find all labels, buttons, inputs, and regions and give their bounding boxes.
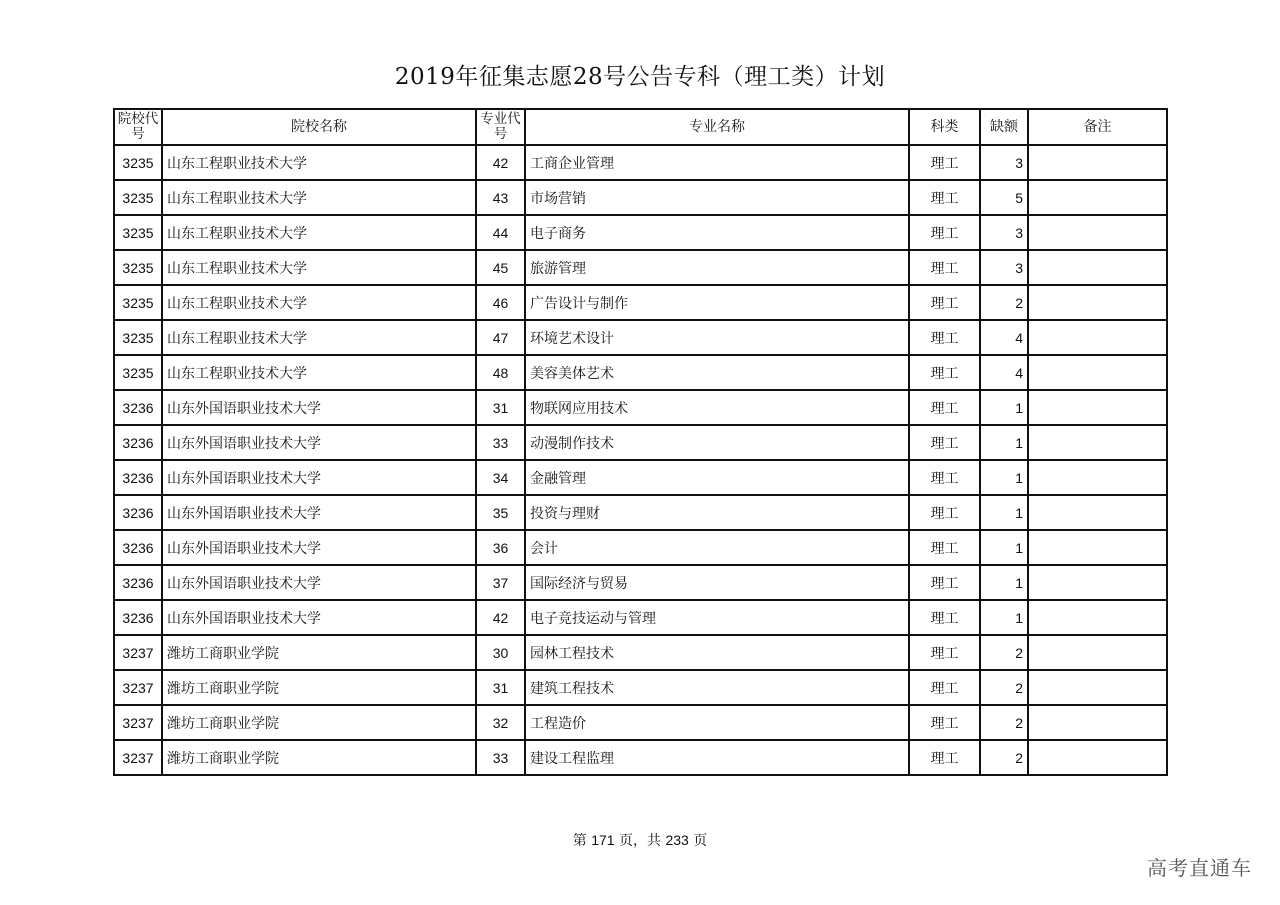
cell-major-code: 48 <box>476 355 525 390</box>
cell-category: 理工 <box>909 635 980 670</box>
footer-page-number: 171 <box>591 832 615 848</box>
table-row <box>114 355 1167 390</box>
page-footer <box>0 830 1280 850</box>
cell-school-name: 山东外国语职业技术大学 <box>162 565 476 600</box>
cell-major-name: 旅游管理 <box>525 250 909 285</box>
cell-major-code: 45 <box>476 250 525 285</box>
cell-note <box>1028 530 1167 565</box>
header-school-code: 院校代号 <box>114 109 162 145</box>
cell-major-code: 32 <box>476 705 525 740</box>
table-row <box>114 495 1167 530</box>
cell-category: 理工 <box>909 425 980 460</box>
cell-major-name: 电子商务 <box>525 215 909 250</box>
cell-major-code: 30 <box>476 635 525 670</box>
cell-note <box>1028 740 1167 775</box>
cell-school-code: 3235 <box>114 250 162 285</box>
table-row <box>114 635 1167 670</box>
cell-quota: 4 <box>980 320 1028 355</box>
table-row <box>114 460 1167 495</box>
cell-category: 理工 <box>909 180 980 215</box>
cell-major-name: 工商企业管理 <box>525 145 909 180</box>
cell-category: 理工 <box>909 285 980 320</box>
cell-category: 理工 <box>909 565 980 600</box>
cell-school-code: 3236 <box>114 425 162 460</box>
cell-major-code: 31 <box>476 390 525 425</box>
header-major-name: 专业名称 <box>525 109 909 145</box>
cell-quota: 2 <box>980 670 1028 705</box>
cell-category: 理工 <box>909 145 980 180</box>
cell-school-name: 山东外国语职业技术大学 <box>162 390 476 425</box>
cell-note <box>1028 250 1167 285</box>
table-row <box>114 670 1167 705</box>
cell-school-name: 潍坊工商职业学院 <box>162 670 476 705</box>
cell-note <box>1028 215 1167 250</box>
cell-school-code: 3236 <box>114 565 162 600</box>
cell-major-code: 43 <box>476 180 525 215</box>
cell-school-name: 潍坊工商职业学院 <box>162 705 476 740</box>
table-row <box>114 180 1167 215</box>
cell-major-code: 42 <box>476 145 525 180</box>
cell-school-name: 山东工程职业技术大学 <box>162 215 476 250</box>
cell-note <box>1028 285 1167 320</box>
footer-suffix: 页 <box>693 833 708 849</box>
cell-major-name: 投资与理财 <box>525 495 909 530</box>
cell-quota: 2 <box>980 705 1028 740</box>
cell-category: 理工 <box>909 670 980 705</box>
cell-quota: 2 <box>980 740 1028 775</box>
table-row <box>114 530 1167 565</box>
cell-category: 理工 <box>909 460 980 495</box>
cell-note <box>1028 180 1167 215</box>
cell-school-name: 潍坊工商职业学院 <box>162 635 476 670</box>
cell-category: 理工 <box>909 215 980 250</box>
table-row <box>114 600 1167 635</box>
cell-quota: 1 <box>980 460 1028 495</box>
cell-major-name: 物联网应用技术 <box>525 390 909 425</box>
table-row <box>114 740 1167 775</box>
cell-major-name: 工程造价 <box>525 705 909 740</box>
cell-school-code: 3235 <box>114 145 162 180</box>
table-body <box>114 145 1167 775</box>
cell-school-code: 3235 <box>114 180 162 215</box>
header-quota: 缺额 <box>980 109 1028 145</box>
document-title: 2019年征集志愿28号公告专科（理工类）计划 <box>394 64 886 90</box>
cell-note <box>1028 425 1167 460</box>
cell-school-name: 山东工程职业技术大学 <box>162 180 476 215</box>
cell-major-code: 36 <box>476 530 525 565</box>
cell-school-code: 3236 <box>114 390 162 425</box>
footer-middle: 页，共 <box>619 833 661 849</box>
table-row <box>114 565 1167 600</box>
cell-note <box>1028 670 1167 705</box>
table-row <box>114 425 1167 460</box>
cell-school-name: 山东工程职业技术大学 <box>162 145 476 180</box>
cell-note <box>1028 565 1167 600</box>
footer-total-pages: 233 <box>665 832 689 848</box>
cell-note <box>1028 390 1167 425</box>
cell-quota: 1 <box>980 565 1028 600</box>
plan-table <box>113 108 1168 776</box>
cell-major-name: 市场营销 <box>525 180 909 215</box>
cell-quota: 1 <box>980 600 1028 635</box>
cell-category: 理工 <box>909 495 980 530</box>
cell-major-name: 广告设计与制作 <box>525 285 909 320</box>
cell-school-code: 3236 <box>114 600 162 635</box>
cell-category: 理工 <box>909 320 980 355</box>
cell-quota: 1 <box>980 495 1028 530</box>
cell-major-code: 33 <box>476 740 525 775</box>
cell-school-code: 3235 <box>114 285 162 320</box>
cell-school-code: 3237 <box>114 670 162 705</box>
cell-major-code: 44 <box>476 215 525 250</box>
cell-major-name: 环境艺术设计 <box>525 320 909 355</box>
cell-major-name: 美容美体艺术 <box>525 355 909 390</box>
cell-school-name: 潍坊工商职业学院 <box>162 740 476 775</box>
cell-category: 理工 <box>909 250 980 285</box>
cell-category: 理工 <box>909 390 980 425</box>
cell-category: 理工 <box>909 530 980 565</box>
cell-major-code: 35 <box>476 495 525 530</box>
cell-note <box>1028 495 1167 530</box>
cell-school-code: 3237 <box>114 705 162 740</box>
cell-school-code: 3237 <box>114 635 162 670</box>
table-row <box>114 320 1167 355</box>
cell-school-name: 山东外国语职业技术大学 <box>162 495 476 530</box>
cell-major-name: 动漫制作技术 <box>525 425 909 460</box>
cell-note <box>1028 355 1167 390</box>
cell-major-code: 34 <box>476 460 525 495</box>
cell-school-code: 3237 <box>114 740 162 775</box>
cell-quota: 4 <box>980 355 1028 390</box>
cell-category: 理工 <box>909 740 980 775</box>
cell-major-name: 园林工程技术 <box>525 635 909 670</box>
cell-note <box>1028 460 1167 495</box>
cell-school-code: 3236 <box>114 495 162 530</box>
cell-major-name: 会计 <box>525 530 909 565</box>
cell-major-name: 金融管理 <box>525 460 909 495</box>
cell-category: 理工 <box>909 600 980 635</box>
cell-major-code: 47 <box>476 320 525 355</box>
cell-school-name: 山东外国语职业技术大学 <box>162 425 476 460</box>
cell-quota: 3 <box>980 145 1028 180</box>
cell-school-name: 山东工程职业技术大学 <box>162 355 476 390</box>
cell-major-code: 37 <box>476 565 525 600</box>
cell-quota: 1 <box>980 425 1028 460</box>
table-row <box>114 390 1167 425</box>
header-major-code: 专业代号 <box>476 109 525 145</box>
table-row <box>114 215 1167 250</box>
header-school-name: 院校名称 <box>162 109 476 145</box>
cell-major-name: 建筑工程技术 <box>525 670 909 705</box>
cell-major-code: 33 <box>476 425 525 460</box>
cell-major-code: 31 <box>476 670 525 705</box>
cell-major-name: 电子竞技运动与管理 <box>525 600 909 635</box>
cell-quota: 2 <box>980 635 1028 670</box>
cell-quota: 1 <box>980 390 1028 425</box>
cell-school-name: 山东外国语职业技术大学 <box>162 530 476 565</box>
table-row <box>114 705 1167 740</box>
cell-note <box>1028 600 1167 635</box>
cell-school-code: 3236 <box>114 530 162 565</box>
cell-school-name: 山东外国语职业技术大学 <box>162 600 476 635</box>
watermark-logo-text: 高考直通车 <box>1147 856 1252 880</box>
cell-quota: 2 <box>980 285 1028 320</box>
cell-note <box>1028 320 1167 355</box>
cell-quota: 5 <box>980 180 1028 215</box>
cell-school-code: 3236 <box>114 460 162 495</box>
cell-note <box>1028 705 1167 740</box>
cell-school-code: 3235 <box>114 355 162 390</box>
cell-quota: 1 <box>980 530 1028 565</box>
cell-school-name: 山东外国语职业技术大学 <box>162 460 476 495</box>
header-category: 科类 <box>909 109 980 145</box>
cell-school-name: 山东工程职业技术大学 <box>162 250 476 285</box>
cell-school-name: 山东工程职业技术大学 <box>162 320 476 355</box>
cell-major-code: 42 <box>476 600 525 635</box>
cell-school-name: 山东工程职业技术大学 <box>162 285 476 320</box>
cell-note <box>1028 635 1167 670</box>
cell-school-code: 3235 <box>114 320 162 355</box>
cell-note <box>1028 145 1167 180</box>
table-header-row <box>114 109 1167 145</box>
footer-prefix: 第 <box>572 833 587 849</box>
table-row <box>114 285 1167 320</box>
cell-quota: 3 <box>980 215 1028 250</box>
table-row <box>114 250 1167 285</box>
table-row <box>114 145 1167 180</box>
cell-major-code: 46 <box>476 285 525 320</box>
cell-major-name: 建设工程监理 <box>525 740 909 775</box>
header-note: 备注 <box>1028 109 1167 145</box>
cell-quota: 3 <box>980 250 1028 285</box>
cell-category: 理工 <box>909 705 980 740</box>
cell-school-code: 3235 <box>114 215 162 250</box>
cell-major-name: 国际经济与贸易 <box>525 565 909 600</box>
cell-category: 理工 <box>909 355 980 390</box>
